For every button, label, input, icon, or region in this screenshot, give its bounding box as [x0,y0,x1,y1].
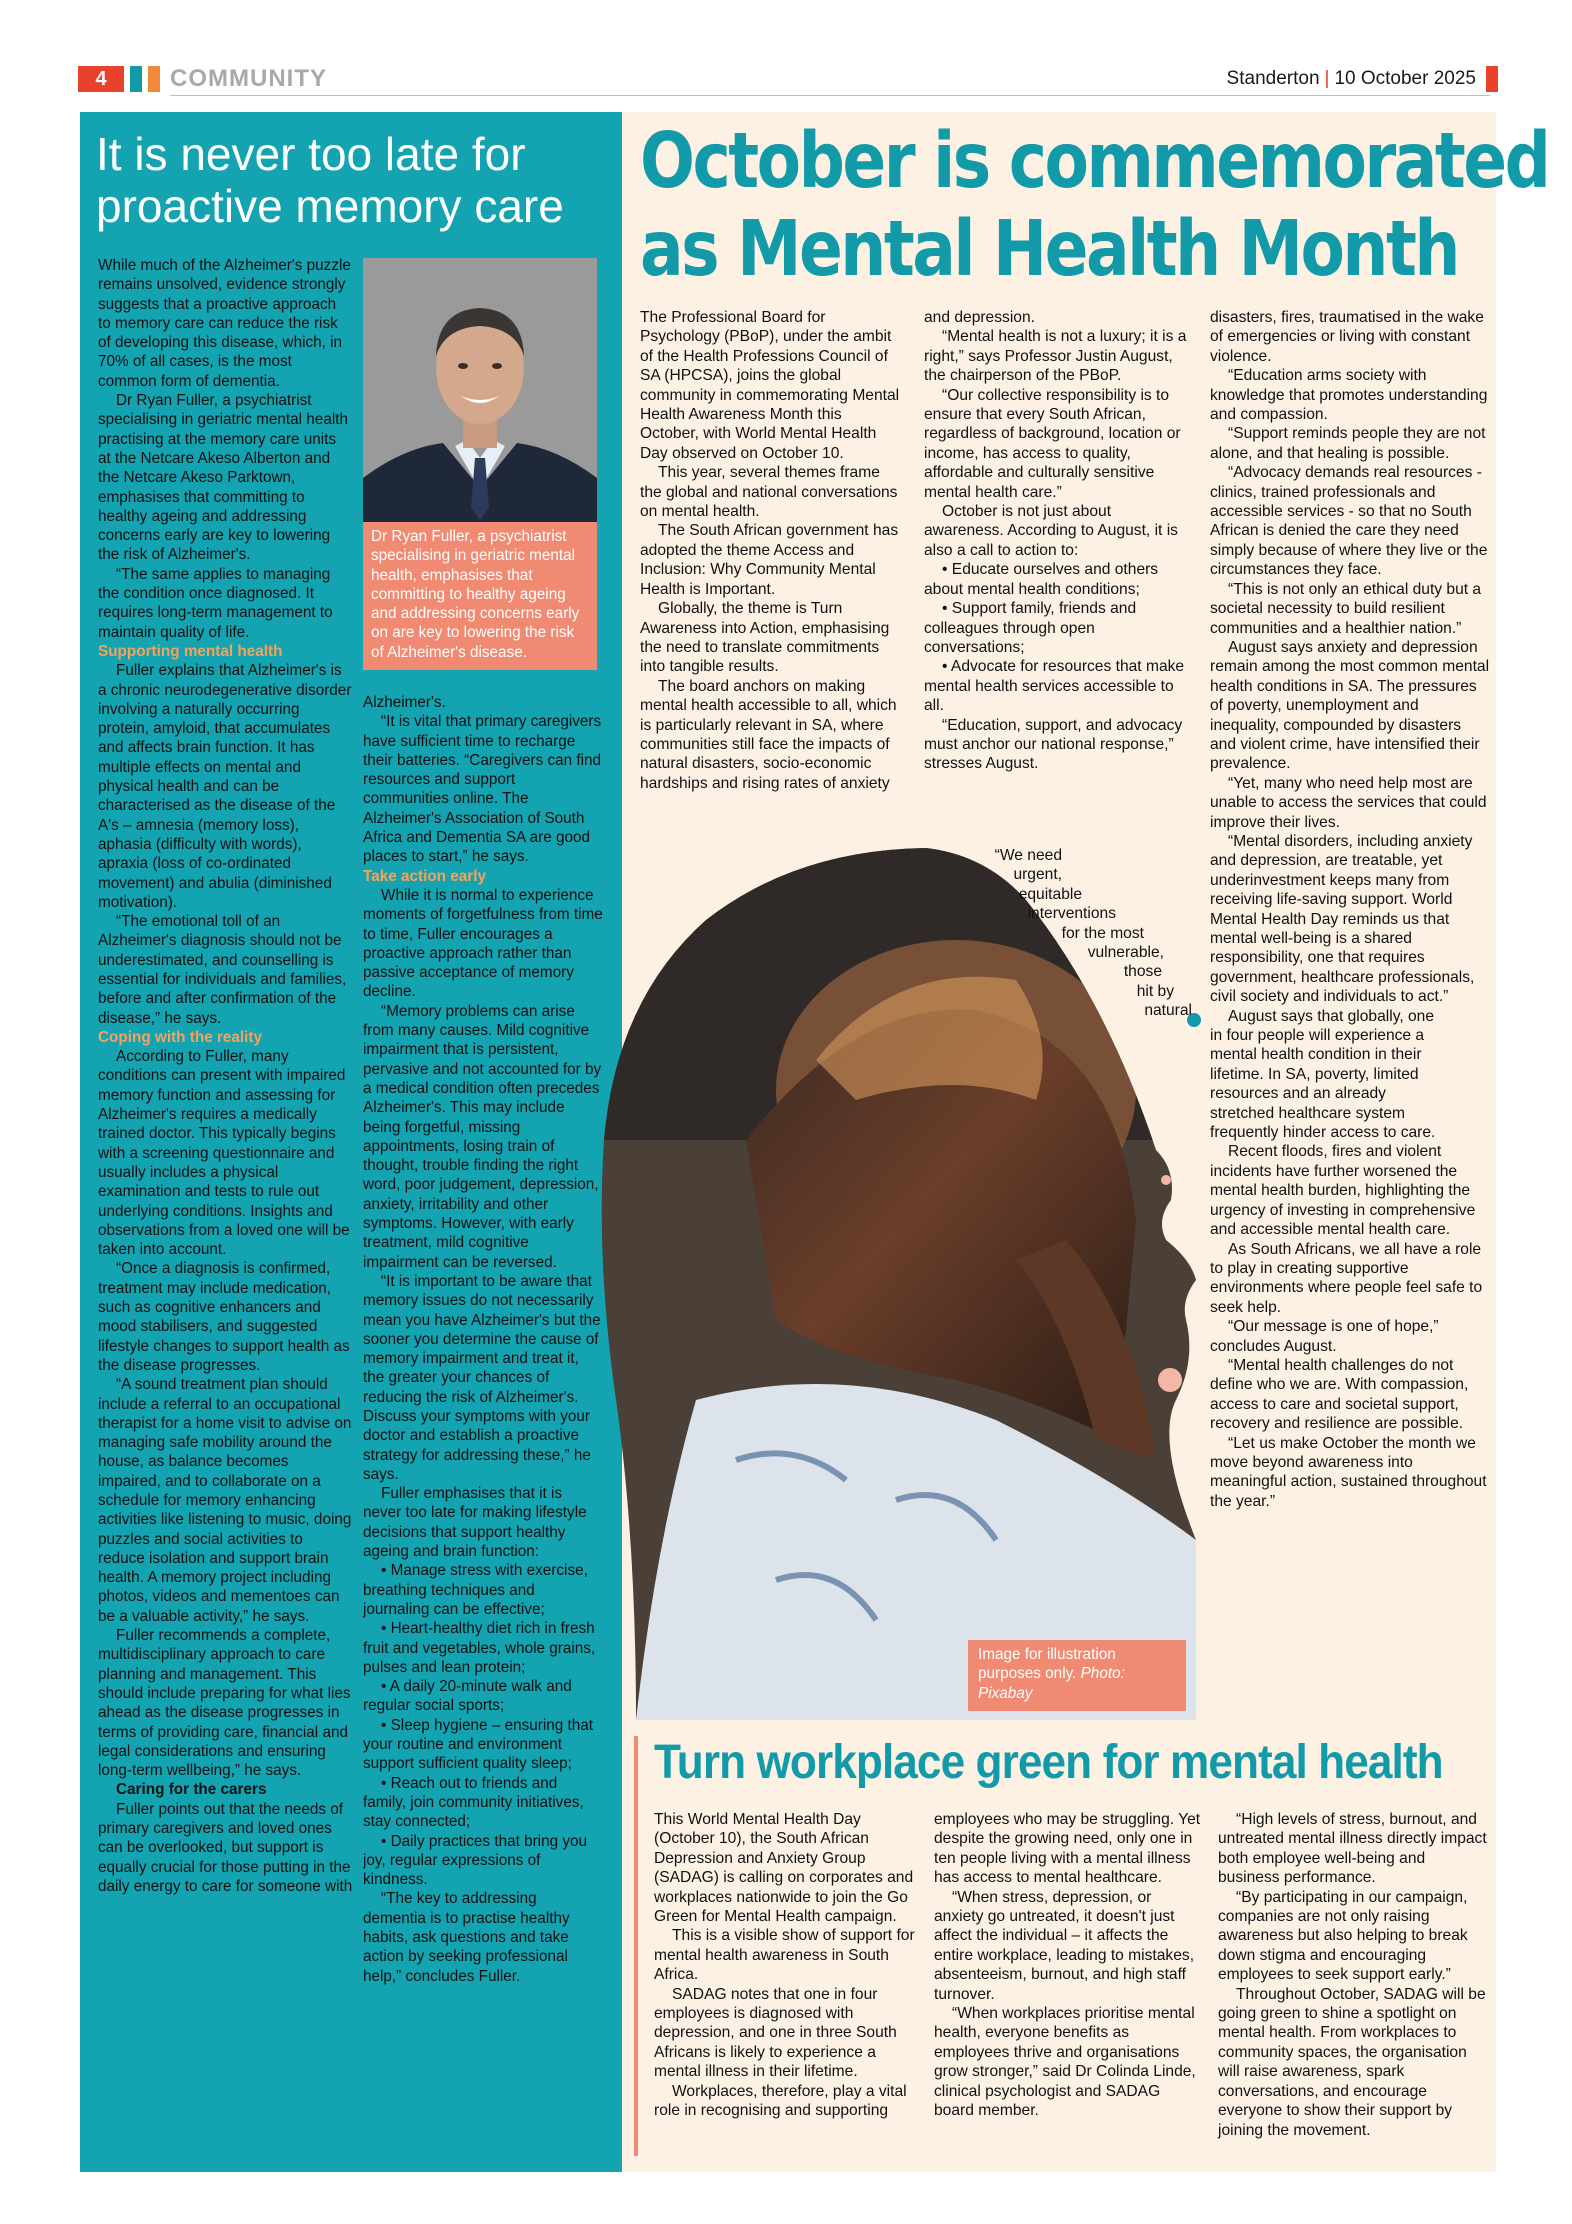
bullet-item: • Advocate for resources that make mental health services accessible to all. [924,658,1185,715]
paragraph: The South African government has adopted the theme Access and Inclusion: Why Community Mental Health is Important. [640,522,899,598]
paragraph: “Mental health challenges do not define who we are. With compassion, access to care and societal support, recovery and resilience are possible. [1210,1356,1469,1433]
pull-text [960,846,1192,1021]
paragraph: “Advocacy demands real resources - clinics, trained professionals and accessible services - so that no South African is denied the care they need simply because of where they live or the circumstances they face. [1210,464,1488,579]
decor-dot [1158,1368,1182,1392]
green-article-column-2 [934,1810,1204,2121]
pull-line: hit by [1136,982,1174,1000]
paragraph: “It is vital that primary caregivers have sufficient time to recharge their batteries. “Caregivers can find resources and support communities online. The Alzheimer's Association of South Africa and Dementia SA are good places to start,” he says. [363,713,602,866]
bullet-item: • Heart-healthy diet rich in fresh fruit and vegetables, whole grains, pulses and lean protein; [363,1620,596,1676]
main-article-column-2 [924,308,1194,774]
paragraph: employees who may be struggling. Yet despite the growing need, only one in ten people living with a mental illness has access to mental healthcare. [934,1811,1201,1887]
pull-line: interventions [1027,905,1116,923]
paragraph: and depression. [924,309,1035,326]
paragraph: Dr Ryan Fuller, a psychiatrist specialising in geriatric mental health practising at the memory care units at the Netcare Akeso Alberton and the Netcare Akeso Parktown, emphasises that committing to healthy ageing and addressing concerns early are key to lowering the risk of Alzheimer's. [98,392,348,564]
paragraph: This is a visible show of support for mental health awareness in South Africa. [654,1927,915,1984]
bullet-item: • Daily practices that bring you joy, regular expressions of kindness. [363,1832,588,1889]
paragraph: August says that globally, one in four people will experience a mental health condition in their lifetime. In SA, poverty, limited resources and an already stretched healthcare system frequently hinder access to care. [1210,1007,1436,1142]
paragraph: “Support reminds people they are not alone, and that healing is possible. [1210,425,1486,462]
paragraph: “A sound treatment plan should include a referral to an occupational therapist for a home visit to advise on managing safe mobility around the house, as balance becomes impaired, and to collaborate on a schedule for memory enhancing activities like listening to music, doing puzzles and social activities to reduce isolation and support brain health. A memory project including photos, videos and mementoes can be a valuable activity,” he says. [98,1376,352,1625]
image-credit: Photo: Pixabay [978,1665,1125,1702]
paragraph: “Mental disorders, including anxiety and depression, are treatable, yet underinvestment keeps many from receiving life-saving support. World Mental Health Day reminds us that mental well-being is a shared responsibility, one that requires government, healthcare professionals, civil society and individuals to act.” [1210,832,1475,1006]
paragraph: “Yet, many who need help most are unable to access the services that could improve their lives. [1210,774,1487,831]
dateline [1227,68,1476,90]
paragraph: The board anchors on making mental health accessible to all, which is particularly relevant in SA, where communities still face the impacts of natural disasters, socio-economic hardships and rising rates of anxiety [640,677,897,792]
main-title-line-1: October is commemorated [640,117,1549,206]
left-article-column-2 [363,693,603,1986]
main-article-column-1 [640,308,900,793]
paragraph: This year, several themes frame the global and national conversations on mental health. [640,464,898,521]
pull-line: those [1123,963,1162,981]
page-header [78,62,1498,96]
paragraph: According to Fuller, many conditions can present with impaired memory function and assessing for Alzheimer's requires a medically trained doctor. This typically begins with a screening questionnaire and usually includes a physical examination and tests to rule out underlying conditions. Insights and observations from a loved one will be taken into account. [98,1048,350,1259]
paragraph: “It is important to be aware that memory issues do not necessarily mean you have Alzheimer's but the sooner you determine the cause of memory impairment and treat it, the greater your chances of reducing the risk of Alzheimer's. Discuss your symptoms with your doctor and establish a proactive strategy for addressing these,” he says. [363,1272,601,1483]
green-article-column-3 [1218,1810,1490,2140]
paragraph: While much of the Alzheimer's puzzle remains unsolved, evidence strongly suggests that a proactive approach to memory care can reduce the risk of developing this disease, which, in 70% of all cases, is the most common form of dementia. [98,257,351,390]
paragraph: “Once a diagnosis is confirmed, treatment may include medication, such as cognitive enhancers and mood stabilisers, and suggested lifestyle changes to support health as the disease progresses. [98,1260,350,1374]
header-end-marker [1486,66,1498,92]
decor-dot [1161,1175,1171,1185]
bullet-item: • Manage stress with exercise, breathing techniques and journaling can be effective; [363,1562,588,1618]
paragraph: “Our collective responsibility is to ensure that every South African, regardless of background, location or income, has access to quality, affordable and culturally sensitive mental health care.” [924,386,1181,501]
portrait-photo [363,258,597,522]
paragraph: “Mental health is not a luxury; it is a right,” says Professor Justin August, the chairperson of the PBoP. [924,328,1187,385]
main-article-column-3 [1210,308,1490,1511]
paragraph: August says anxiety and depression remain among the most common mental health conditions in SA. The pressures of poverty, unemployment and inequality, compounded by disasters and violent crime, have intensified their prevalence. [1210,638,1490,773]
page-number: 4 [78,66,124,92]
image-caption [968,1640,1186,1711]
left-article-title: It is never too late for proactive memory care [96,128,564,232]
paragraph: “Let us make October the month we move beyond awareness into meaningful action, sustained throughout the year.” [1210,1434,1487,1510]
main-title-line-2: as Mental Health Month [640,205,1458,294]
paragraph: Fuller recommends a complete, multidisciplinary approach to care planning and management. This should include preparing for what lies ahead as the disease progresses in terms of providing care, financial and legal considerations and ensuring long-term wellbeing,” he says. [98,1627,351,1780]
paragraph: “The key to addressing dementia is to practise healthy habits, ask questions and take action by seeking professional help,” concludes Fuller. [363,1890,570,1985]
paragraph: Fuller points out that the needs of primary caregivers and loved ones can be overlooked, but support is equally crucial for those putting in the daily energy to care for someone with [98,1800,353,1895]
dateline-separator: | [1324,68,1330,89]
paragraph: “This is not only an ethical duty but a societal necessity to build resilient communities and a healthier nation.” [1210,580,1482,637]
section-label: COMMUNITY [170,65,327,92]
teal-marker [130,66,142,92]
paragraph: “The same applies to managing the condition once diagnosed. It requires long-term management to maintain quality of life. [98,565,333,641]
paragraph: October is not just about awareness. According to August, it is also a call to action to: [924,503,1178,559]
paragraph: The Professional Board for Psychology (PBoP), under the ambit of the Health Professions Council of SA (HPCSA), joins the global community in commemorating Mental Health Awareness Month this October, with World Mental Health Day observed on October 10. [640,309,900,462]
paragraph: “When stress, depression, or anxiety go untreated, it doesn't just affect the individual – it affects the entire workplace, leading to mistakes, absenteeism, burnout, and high staff turnover. [934,1888,1195,2003]
paragraph: Alzheimer's. [363,694,446,711]
pull-line: natural [1144,1002,1192,1020]
green-article-title: Turn workplace green for mental health [654,1736,1443,1789]
bullet-item: • Educate ourselves and others about mental health conditions; [924,561,1159,598]
paragraph: “The emotional toll of an Alzheimer's diagnosis should not be underestimated, and counselling is essential for individuals and families, before and after confirmation of the disease,” he says. [98,913,347,1027]
paragraph: Fuller explains that Alzheimer's is a chronic neurodegenerative disorder involving a naturally occurring protein, amyloid, that accumulates and affects brain function. It has multiple effects on mental and physical health and can be characterised as the disease of the A's – amnesia (memory loss), aphasia (difficulty with words), apraxia (loss of co-ordinated movement) and abulia (diminished motivation). [98,662,352,911]
paragraph: “By participating in our campaign, companies are not only raising awareness but also helping to break down stigma and encouraging employees to seek support early.” [1218,1888,1468,1984]
pull-line: equitable [1018,885,1082,903]
portrait-caption: Dr Ryan Fuller, a psychiatrist specialising in geriatric mental health, emphasises that committing to healthy ageing and addressing concerns early on are key to lowering the risk of Alzheimer's disease. [363,522,597,670]
image-caption-text: Image for illustration purposes only. [978,1646,1116,1683]
paragraph: Throughout October, SADAG will be going green to shine a spotlight on mental health. From workplaces to community spaces, the organisation will raise awareness, spark conversations, and encourage everyone to show their support by joining the movement. [1218,1985,1486,2139]
paragraph: “Our message is one of hope,” concludes August. [1210,1318,1439,1355]
paragraph: disasters, fires, traumatised in the wake of emergencies or living with constant violence. [1210,309,1484,365]
bullet-item: • A daily 20-minute walk and regular social sports; [363,1678,572,1715]
portrait-illustration [363,258,597,522]
paragraph: Workplaces, therefore, play a vital role in recognising and supporting [654,2082,907,2120]
paragraph: Globally, the theme is Turn Awareness into Action, emphasising the need to translate commitments into tangible results. [640,600,890,676]
paragraph: “Memory problems can arise from many causes. Mild cognitive impairment that is persistent, pervasive and not accounted for by a medical condition often precedes Alzheimer's. This may include being forgetful, missing appointments, losing train of thought, trouble finding the right word, poor judgement, depression, anxiety, irritability and other symptoms. However, with early treatment, mild cognitive impairment can be reversed. [363,1002,602,1271]
paragraph: “Education arms society with knowledge that promotes understanding and compassion. [1210,367,1488,424]
subheading-take-action: Take action early [363,867,487,885]
main-article-title [640,117,1549,294]
subheading-supporting: Supporting mental health [98,642,283,660]
pull-line: vulnerable, [1087,944,1164,962]
bullet-item: • Support family, friends and colleagues through open conversations; [924,600,1137,656]
paragraph: As South Africans, we all have a role to play in creating supportive environments where people feel safe to seek help. [1210,1240,1483,1316]
subheading-carers: Caring for the carers [116,1781,267,1799]
orange-marker [148,66,160,92]
bullet-item: • Reach out to friends and family, join community initiatives, stay connected; [363,1774,584,1831]
pull-line: for the most [1061,924,1144,942]
pull-line: “We need urgent, [994,847,1062,884]
paragraph: SADAG notes that one in four employees is diagnosed with depression, and one in three South Africans is likely to experience a mental illness in their lifetime. [654,1985,897,2081]
paragraph: Fuller emphasises that it is never too late for making lifestyle decisions that support healthy ageing and brain function: [363,1485,587,1561]
paragraph: “Education, support, and advocacy must anchor our national response,” stresses August. [924,716,1183,773]
paragraph: Recent floods, fires and violent incidents have further worsened the mental health burden, highlighting the urgency of investing in comprehensive and accessible mental health care. [1210,1143,1476,1239]
paragraph: “When workplaces prioritise mental health, everyone benefits as employees thrive and organisations grow stronger,” said Dr Colinda Linde, clinical psychologist and SADAG board member. [934,2005,1196,2120]
bullet-item: • Sleep hygiene – ensuring that your routine and environment support sufficient quality sleep; [363,1716,594,1773]
header-rule [170,95,1490,96]
green-article-column-1 [654,1810,916,2121]
green-article-accent [634,1736,638,2156]
paragraph: This World Mental Health Day (October 10), the South African Depression and Anxiety Group (SADAG) is calling on corporates and workplaces nationwide to join the Go Green for Mental Health campaign. [654,1811,914,1926]
paragraph: While it is normal to experience moments of forgetfulness from time to time, Fuller encourages a proactive approach rather than passive acceptance of memory decline. [363,886,603,1001]
paragraph: “High levels of stress, burnout, and untreated mental illness directly impact both employee well-being and business performance. [1218,1811,1487,1887]
issue-date: 10 October 2025 [1334,68,1476,89]
subheading-coping: Coping with the reality [98,1028,263,1046]
left-article-column-1 [98,256,353,1896]
publication-name: Standerton [1226,68,1320,89]
